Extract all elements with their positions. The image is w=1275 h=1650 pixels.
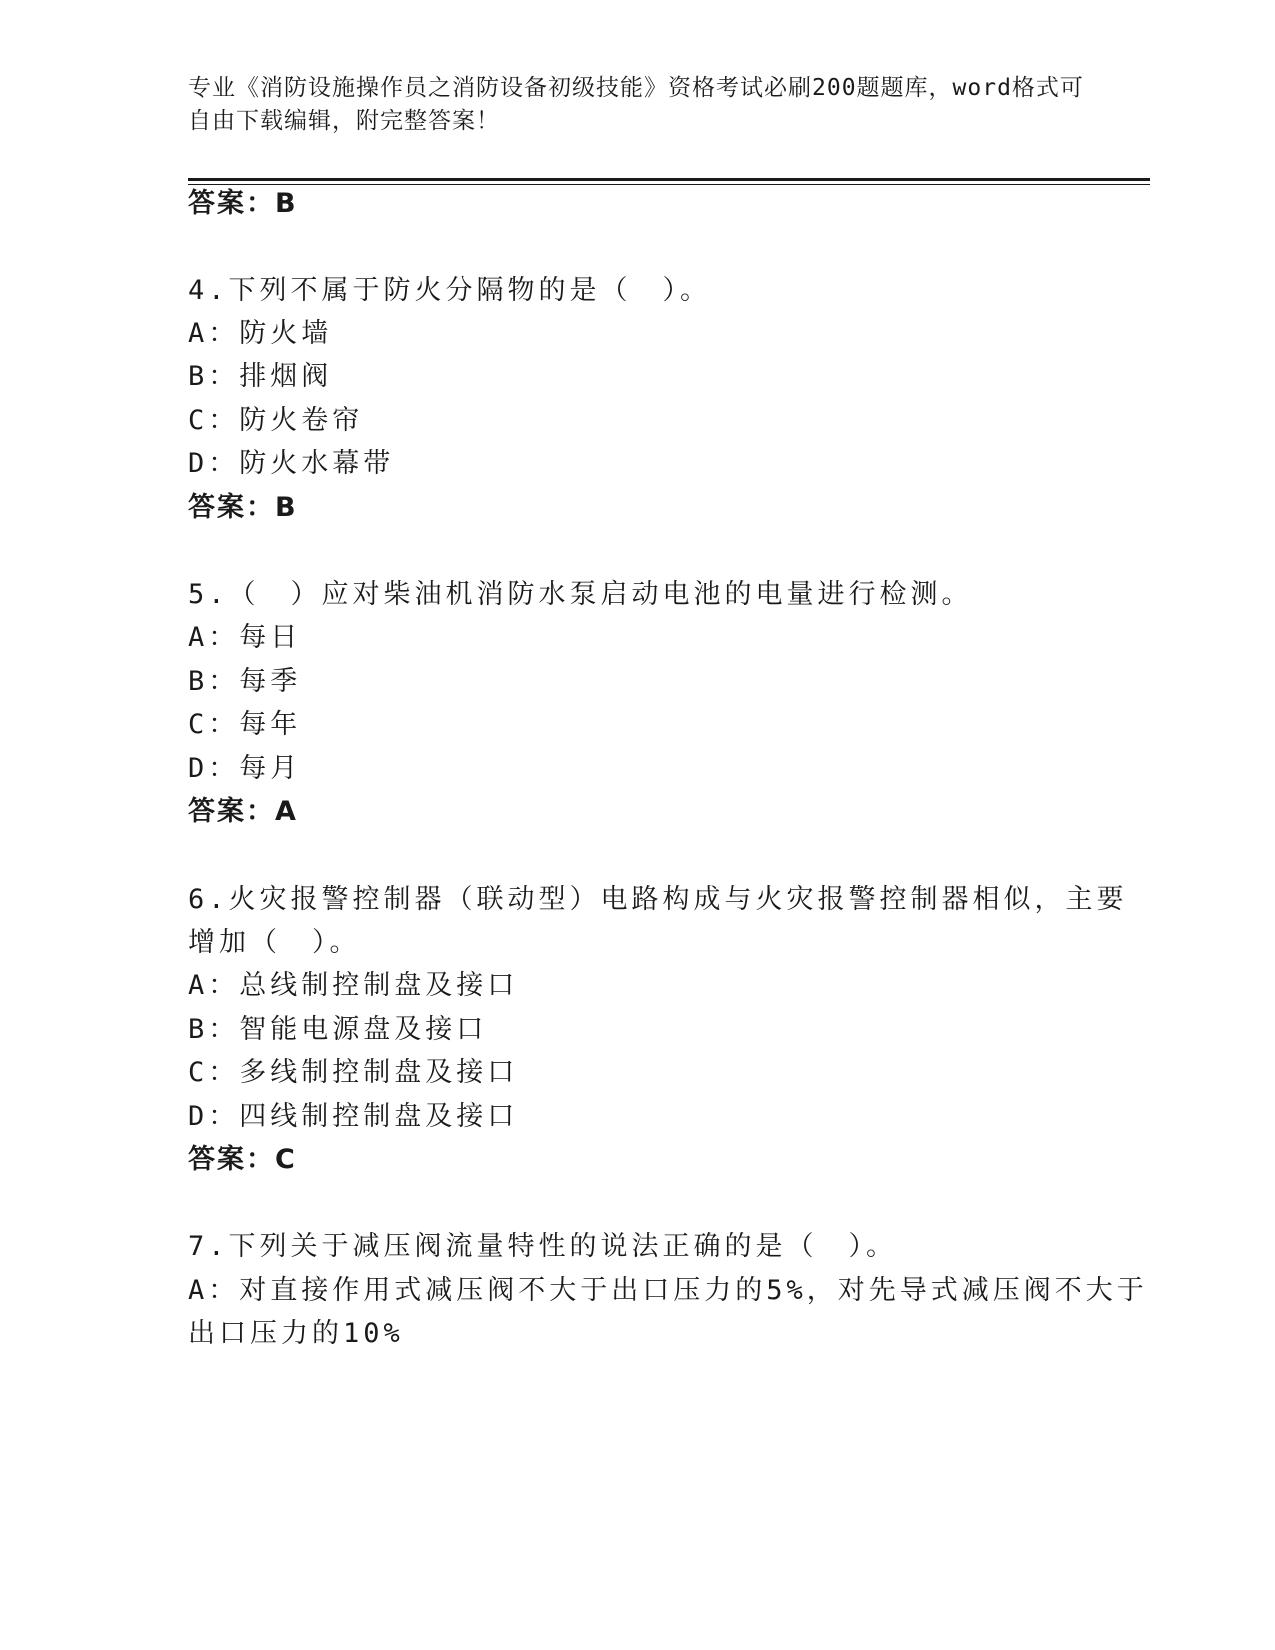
question-6-stem-line2: 增加（ ）。 xyxy=(188,927,361,958)
question-6-option-d: D：四线制控制盘及接口 xyxy=(188,1101,519,1132)
question-5-option-a: A：每日 xyxy=(188,622,302,653)
question-6-stem-line1: 6.火灾报警控制器（联动型）电路构成与火灾报警控制器相似，主要 xyxy=(188,884,1128,915)
question-4-answer: 答案：B xyxy=(188,492,298,523)
question-7-option-a-line2: 出口压力的10% xyxy=(188,1318,404,1349)
question-4-option-c: C：防火卷帘 xyxy=(188,405,364,436)
question-6-option-b: B：智能电源盘及接口 xyxy=(188,1014,488,1045)
question-5-answer: 答案：A xyxy=(188,796,298,827)
question-7-stem: 7.下列关于减压阀流量特性的说法正确的是（ ）。 xyxy=(188,1231,898,1262)
document-intro: 专业《消防设施操作员之消防设备初级技能》资格考试必刷200题题库，word格式可自由下载编辑，附完整答案！ xyxy=(188,75,1084,134)
question-6-answer: 答案：C xyxy=(188,1144,297,1175)
question-4-option-a: A：防火墙 xyxy=(188,318,333,349)
question-7-option-a-line1: A：对直接作用式减压阀不大于出口压力的5%，对先导式减压阀不大于 xyxy=(188,1275,1148,1306)
answer-previous: 答案：B xyxy=(188,188,298,219)
question-4-stem: 4.下列不属于防火分隔物的是（ ）。 xyxy=(188,275,712,306)
question-6-option-a: A：总线制控制盘及接口 xyxy=(188,970,519,1001)
question-5-option-b: B：每季 xyxy=(188,666,302,697)
question-5-option-c: C：每年 xyxy=(188,709,302,740)
question-4-option-b: B：排烟阀 xyxy=(188,361,333,392)
header-rule-thin xyxy=(188,184,1150,185)
question-5-option-d: D：每月 xyxy=(188,753,302,784)
header-rule-thick xyxy=(188,178,1150,181)
question-6-option-c: C：多线制控制盘及接口 xyxy=(188,1057,519,1088)
question-5-stem: 5.（ ）应对柴油机消防水泵启动电池的电量进行检测。 xyxy=(188,579,973,610)
question-4-option-d: D：防火水幕带 xyxy=(188,448,395,479)
